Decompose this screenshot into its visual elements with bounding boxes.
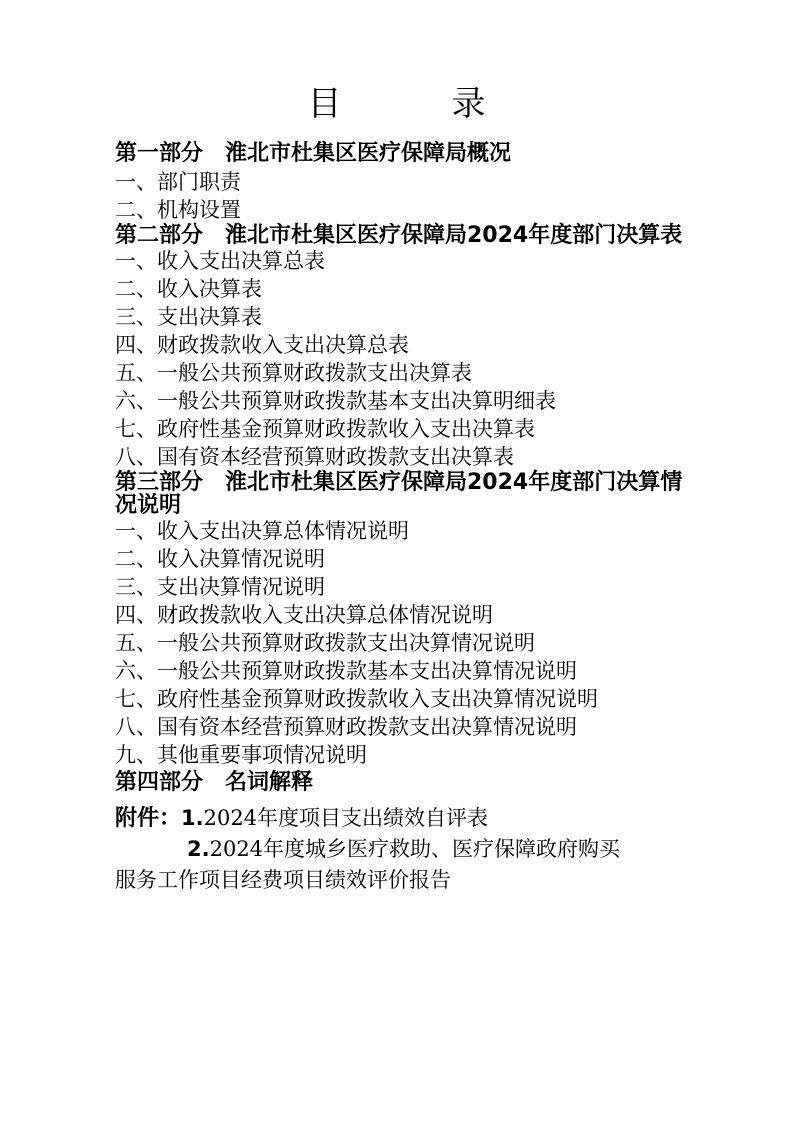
toc-item: 六、一般公共预算财政拨款基本支出决算明细表 xyxy=(115,389,556,413)
part1-heading: 第一部分 淮北市杜集区医疗保障局概况 xyxy=(115,141,512,166)
toc-item: 四、财政拨款收入支出决算总表 xyxy=(115,333,409,357)
part3-heading: 第三部分 淮北市杜集区医疗保障局2024年度部门决算情况说明 xyxy=(115,470,683,518)
toc-item: 三、支出决算表 xyxy=(115,305,262,329)
toc-item: 五、一般公共预算财政拨款支出决算表 xyxy=(115,361,472,385)
part4-heading: 第四部分 名词解释 xyxy=(115,770,314,795)
attachment-2 xyxy=(115,834,695,865)
page-title: 目 录 xyxy=(307,84,524,124)
attachment-1-text: 2024年度项目支出绩效自评表 xyxy=(203,806,489,830)
toc-item: 八、国有资本经营预算财政拨款支出决算表 xyxy=(115,445,514,469)
attachment-label: 附件： xyxy=(115,806,182,831)
attachment-2-text: 2024年度城乡医疗救助、医疗保障政府购买 xyxy=(209,837,621,861)
attachment-2-number: 2. xyxy=(187,837,210,861)
toc-item: 一、部门职责 xyxy=(115,170,241,194)
toc-item: 一、收入支出决算总体情况说明 xyxy=(115,519,409,543)
toc-item: 八、国有资本经营预算财政拨款支出决算情况说明 xyxy=(115,715,577,739)
attachment-2-continuation: 服务工作项目经费项目绩效评价报告 xyxy=(115,868,451,892)
toc-item: 二、收入决算表 xyxy=(115,277,262,301)
part2-heading: 第二部分 淮北市杜集区医疗保障局2024年度部门决算表 xyxy=(115,223,683,248)
toc-item: 三、支出决算情况说明 xyxy=(115,575,325,599)
toc-item: 九、其他重要事项情况说明 xyxy=(115,743,367,767)
toc-item: 一、收入支出决算总表 xyxy=(115,249,325,273)
toc-item: 六、一般公共预算财政拨款基本支出决算情况说明 xyxy=(115,659,577,683)
toc-item: 二、收入决算情况说明 xyxy=(115,547,325,571)
attachment-1-number: 1. xyxy=(181,806,204,830)
toc-item: 二、机构设置 xyxy=(115,198,241,222)
toc-item: 七、政府性基金预算财政拨款收入支出决算表 xyxy=(115,417,535,441)
attachment-1 xyxy=(115,803,695,834)
toc-item: 五、一般公共预算财政拨款支出决算情况说明 xyxy=(115,631,535,655)
toc-item: 四、财政拨款收入支出决算总体情况说明 xyxy=(115,603,493,627)
attachments xyxy=(115,803,695,896)
table-of-contents xyxy=(115,140,695,896)
toc-item: 七、政府性基金预算财政拨款收入支出决算情况说明 xyxy=(115,687,598,711)
